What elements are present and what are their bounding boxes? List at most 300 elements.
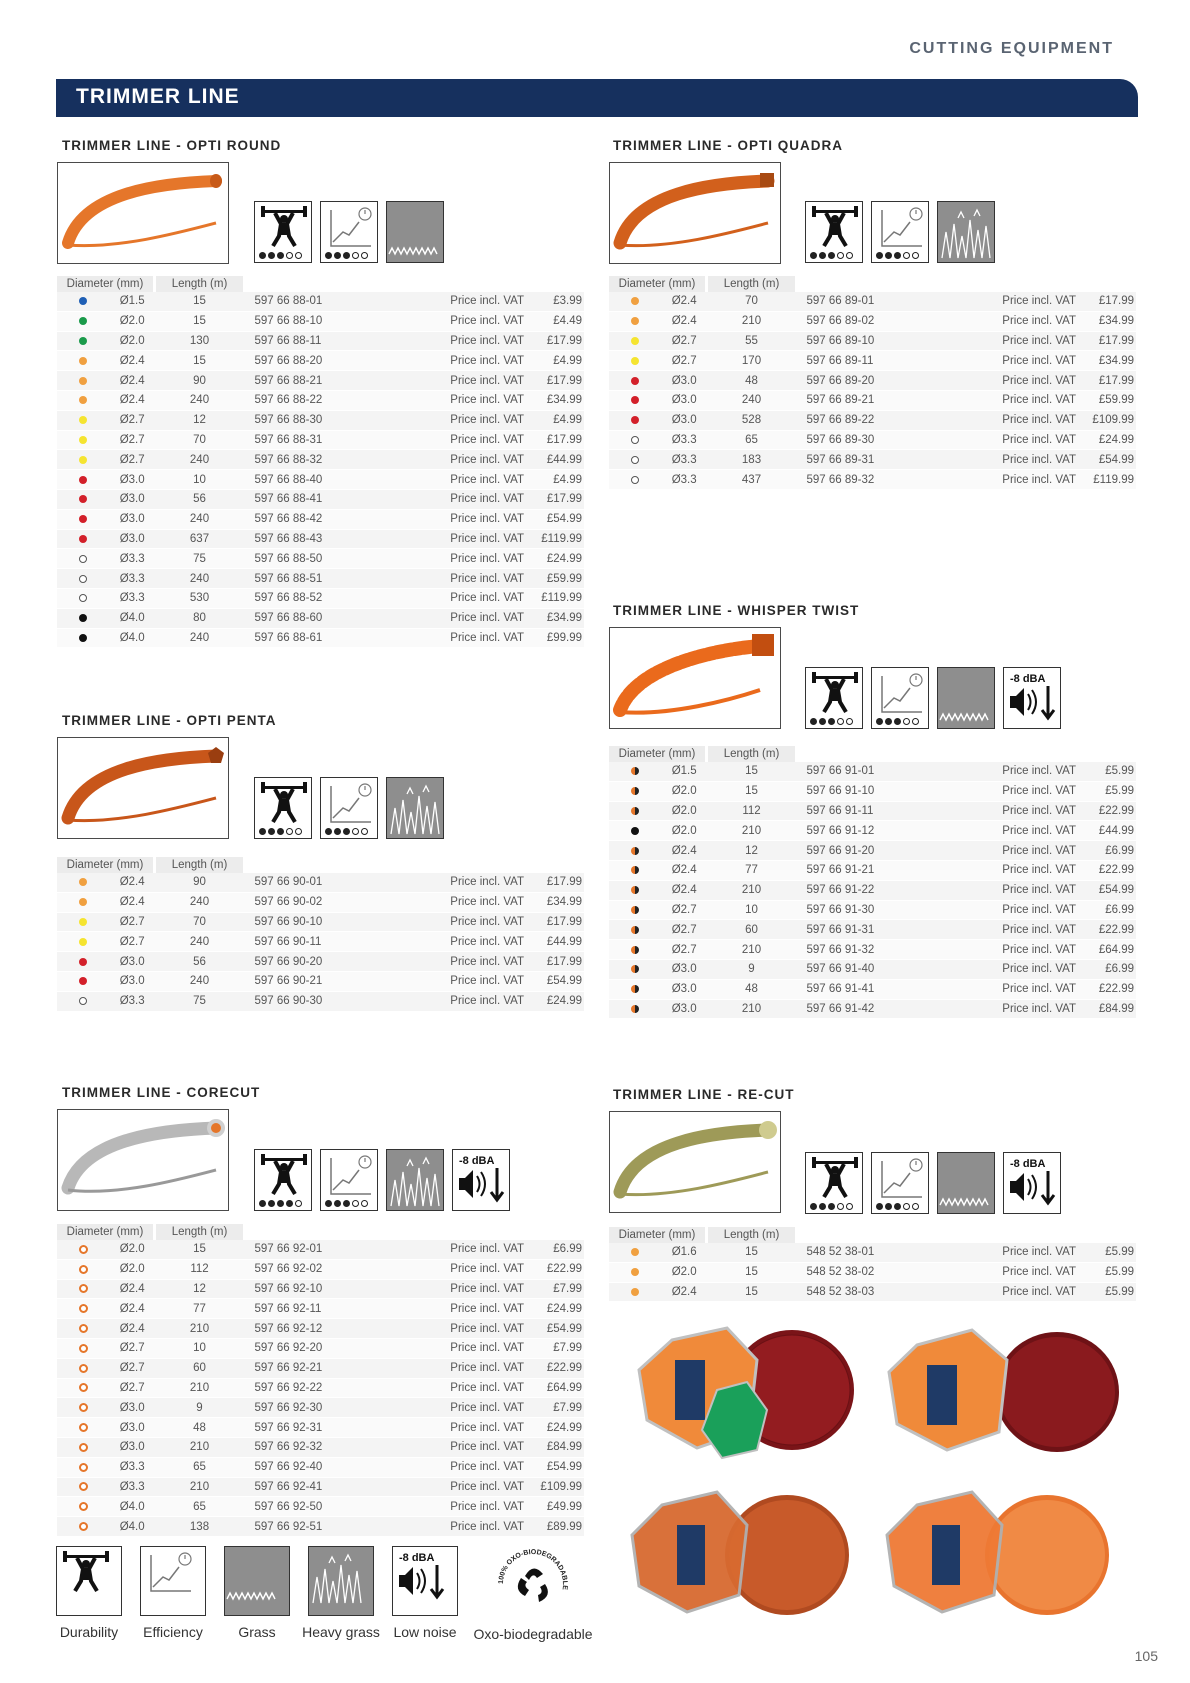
price-cell: £89.99 [540,1517,584,1537]
article-number-cell: 597 66 88-51 [245,569,382,589]
article-number-cell: 597 66 89-30 [797,430,934,450]
durability-icon [805,1152,863,1214]
rating-dot [286,252,293,259]
color-dot-half [631,946,639,954]
length-cell: 15 [707,1282,797,1302]
table-row [57,509,584,529]
length-cell: 10 [155,1338,245,1358]
price-cell: £22.99 [540,1259,584,1279]
length-cell: 240 [155,569,245,589]
rating-dots [876,718,919,725]
durability-icon [254,201,312,263]
rating-dot [828,1203,835,1210]
section-title: TRIMMER LINE - RE-CUT [613,1087,795,1102]
color-dot-blue [79,297,87,305]
article-number-cell: 597 66 89-31 [797,450,934,470]
rating-dot [361,1200,368,1207]
rating-dot [912,252,919,259]
article-number-cell: 597 66 91-21 [797,860,934,880]
table-row [57,608,584,628]
article-number-cell: 597 66 88-22 [245,390,382,410]
rating-dot [837,1203,844,1210]
article-number-cell: 597 66 89-20 [797,371,934,391]
table-row [609,410,1136,430]
diameter-cell: Ø3.0 [662,999,707,1019]
color-dot-ring [79,1344,88,1353]
diameter-cell: Ø2.4 [662,841,707,861]
diameter-cell: Ø2.4 [662,292,707,311]
heavy-grass-icon [386,777,444,839]
diameter-cell: Ø2.4 [662,860,707,880]
price-label-cell: Price incl. VAT [934,1282,1092,1302]
price-cell: £17.99 [540,331,584,351]
article-number-cell: 597 66 91-41 [797,979,934,999]
length-cell: 437 [707,470,797,490]
length-cell: 12 [155,410,245,430]
color-dot-red [79,958,87,966]
article-number-cell: 597 66 88-11 [245,331,382,351]
price-label-cell: Price incl. VAT [382,628,540,648]
length-header: Length (m) [155,857,245,873]
core-line-image [58,1110,228,1210]
table-row [57,292,584,311]
table-row [57,971,584,991]
price-label-cell: Price incl. VAT [934,331,1092,351]
price-label-cell: Price incl. VAT [934,900,1092,920]
article-number-cell: 597 66 88-52 [245,588,382,608]
table-row [609,470,1136,490]
color-dot-orange [79,377,87,385]
article-number-cell: 597 66 91-30 [797,900,934,920]
article-number-cell: 597 66 90-02 [245,892,382,912]
durability-icon [254,1149,312,1211]
article-number-cell: 597 66 89-10 [797,331,934,351]
table-row [57,1437,584,1457]
diameter-cell: Ø3.3 [110,1477,155,1497]
legend-item [56,1546,122,1640]
article-number-cell: 597 66 88-41 [245,489,382,509]
length-cell: 240 [155,450,245,470]
price-cell: £54.99 [1092,450,1136,470]
table-row [609,292,1136,311]
diameter-cell: Ø2.0 [110,1259,155,1279]
rating-dot [894,718,901,725]
length-cell: 10 [155,470,245,490]
length-cell: 210 [707,821,797,841]
diameter-cell: Ø4.0 [110,1517,155,1537]
icon-legend [56,1546,458,1640]
diameter-cell: Ø2.0 [110,311,155,331]
table-row [57,1477,584,1497]
legend-item [224,1546,290,1640]
price-label-cell: Price incl. VAT [934,821,1092,841]
diameter-cell: Ø2.0 [662,801,707,821]
article-number-cell: 597 66 88-31 [245,430,382,450]
durability-icon [56,1546,122,1616]
price-label-cell: Price incl. VAT [934,410,1092,430]
table-row [609,900,1136,920]
article-number-cell: 597 66 91-32 [797,940,934,960]
color-dot-orange [631,1248,639,1256]
price-cell: £7.99 [540,1338,584,1358]
table-row [609,860,1136,880]
rating-dots [259,1200,302,1207]
rating-dots [876,1203,919,1210]
diameter-cell: Ø3.3 [662,430,707,450]
table-row [57,588,584,608]
feature-icons [254,1149,510,1211]
spool-photo-corecut [887,1492,1109,1615]
length-cell: 15 [155,292,245,311]
diameter-cell: Ø3.3 [110,991,155,1011]
price-label-cell: Price incl. VAT [934,959,1092,979]
diameter-header: Diameter (mm) [609,276,707,292]
color-dot-ring [79,1284,88,1293]
efficiency-icon [320,201,378,263]
rating-dot [259,1200,266,1207]
price-cell: £34.99 [1092,311,1136,331]
color-dot-yellow [79,436,87,444]
rating-dot [810,718,817,725]
rating-dot [334,828,341,835]
article-number-cell: 597 66 91-01 [797,762,934,781]
price-label-cell: Price incl. VAT [382,549,540,569]
price-cell: £4.99 [540,470,584,490]
efficiency-icon [320,777,378,839]
length-cell: 56 [155,489,245,509]
legend-label: Grass [238,1624,276,1640]
length-cell: 70 [707,292,797,311]
price-cell: £17.99 [540,873,584,892]
diameter-cell: Ø2.7 [110,1338,155,1358]
product-image-opti-quadra [609,162,781,264]
rating-dot [819,718,826,725]
table-row [57,1457,584,1477]
table-row [57,489,584,509]
spool-photo-whisper-twist [632,1492,849,1615]
price-label-cell: Price incl. VAT [382,1517,540,1537]
price-label-cell: Price incl. VAT [934,450,1092,470]
rating-dots [259,252,302,259]
price-cell: £17.99 [540,430,584,450]
color-dot-green [79,337,87,345]
rating-dots [325,252,368,259]
price-label-cell: Price incl. VAT [382,1240,540,1259]
color-dot-ring [79,1364,88,1373]
rating-dots [810,718,853,725]
legend-label: Durability [59,1624,119,1640]
price-cell: £44.99 [540,932,584,952]
table-row [57,892,584,912]
article-number-cell: 597 66 88-50 [245,549,382,569]
table-row [609,331,1136,351]
color-dot-ring [79,1304,88,1313]
price-label-cell: Price incl. VAT [382,311,540,331]
price-cell: £5.99 [1092,781,1136,801]
table-row [57,873,584,892]
length-cell: 240 [155,390,245,410]
article-number-cell: 548 52 38-01 [797,1243,934,1262]
length-cell: 12 [707,841,797,861]
color-dot-ring [79,1403,88,1412]
article-number-cell: 597 66 90-30 [245,991,382,1011]
rating-dot [846,252,853,259]
diameter-cell: Ø2.4 [662,880,707,900]
article-number-cell: 597 66 88-10 [245,311,382,331]
efficiency-icon [320,1149,378,1211]
diameter-cell: Ø4.0 [110,608,155,628]
color-dot-red [631,396,639,404]
length-cell: 75 [155,991,245,1011]
article-number-cell: 597 66 88-30 [245,410,382,430]
diameter-cell: Ø2.4 [110,371,155,391]
rating-dot [819,1203,826,1210]
length-header: Length (m) [155,276,245,292]
color-dot-red [631,377,639,385]
diameter-cell: Ø2.4 [662,311,707,331]
price-label-cell: Price incl. VAT [382,569,540,589]
price-label-cell: Price incl. VAT [382,1338,540,1358]
diameter-header: Diameter (mm) [57,276,155,292]
price-label-cell: Price incl. VAT [382,1457,540,1477]
twisted-line-image [610,628,780,728]
diameter-cell: Ø2.7 [662,900,707,920]
article-number-cell: 597 66 88-42 [245,509,382,529]
color-dot-ring [79,1502,88,1511]
article-number-cell: 597 66 92-12 [245,1319,382,1339]
noise-level-text: -8 dBA [1010,673,1046,685]
price-label-cell: Price incl. VAT [382,952,540,972]
diameter-cell: Ø2.7 [662,331,707,351]
diameter-cell: Ø2.7 [662,920,707,940]
color-dot-yellow [631,337,639,345]
article-number-cell: 597 66 92-02 [245,1259,382,1279]
grass-icon [937,1152,995,1214]
product-image-corecut [57,1109,229,1211]
length-cell: 210 [707,999,797,1019]
article-number-cell: 597 66 92-20 [245,1338,382,1358]
category-heading: CUTTING EQUIPMENT [909,40,1114,57]
spool-photos [617,1320,1137,1630]
low-noise-icon [1003,1152,1061,1214]
price-label-cell: Price incl. VAT [934,1262,1092,1282]
diameter-cell: Ø2.7 [110,410,155,430]
price-cell: £54.99 [1092,880,1136,900]
rating-dot [885,718,892,725]
price-label-cell: Price incl. VAT [382,509,540,529]
rating-dot [295,252,302,259]
article-number-cell: 597 66 92-32 [245,1437,382,1457]
price-label-cell: Price incl. VAT [382,971,540,991]
rating-dot [277,828,284,835]
article-number-cell: 597 66 88-40 [245,470,382,490]
article-number-cell: 597 66 91-12 [797,821,934,841]
diameter-cell: Ø3.0 [110,509,155,529]
color-dot-orange [631,1288,639,1296]
article-number-cell: 597 66 92-31 [245,1418,382,1438]
diameter-cell: Ø2.7 [110,450,155,470]
price-cell: £24.99 [1092,430,1136,450]
rating-dot [361,828,368,835]
rating-dot [903,718,910,725]
length-cell: 130 [155,331,245,351]
diameter-cell: Ø3.0 [110,489,155,509]
length-cell: 240 [155,509,245,529]
color-dot-ring [79,1324,88,1333]
price-label-cell: Price incl. VAT [934,841,1092,861]
efficiency-icon [871,1152,929,1214]
table-row [57,529,584,549]
color-dot-orange [631,1268,639,1276]
article-number-cell: 597 66 89-11 [797,351,934,371]
round-line-image [58,163,228,263]
price-cell: £17.99 [1092,371,1136,391]
rating-dot [903,252,910,259]
color-dot-red [79,476,87,484]
color-dot-ring [79,1423,88,1432]
color-dot-ring [79,1265,88,1274]
table-row [57,351,584,371]
color-dot-half [631,847,639,855]
table-row [57,1338,584,1358]
diameter-cell: Ø3.0 [110,1418,155,1438]
price-cell: £54.99 [540,509,584,529]
article-number-cell: 597 66 91-11 [797,801,934,821]
section-banner [56,79,1138,117]
diameter-cell: Ø3.0 [662,390,707,410]
table-row [609,880,1136,900]
price-cell: £109.99 [1092,410,1136,430]
article-number-cell: 597 66 92-01 [245,1240,382,1259]
price-label-cell: Price incl. VAT [934,979,1092,999]
article-number-cell: 597 66 90-11 [245,932,382,952]
rating-dot [352,252,359,259]
table-row [609,821,1136,841]
rating-dot [352,828,359,835]
table-row [57,952,584,972]
price-cell: £59.99 [540,569,584,589]
price-label-cell: Price incl. VAT [382,390,540,410]
rating-dot [259,828,266,835]
price-label-cell: Price incl. VAT [382,489,540,509]
rating-dot [277,252,284,259]
diameter-cell: Ø2.7 [662,351,707,371]
price-cell: £44.99 [1092,821,1136,841]
table-row [57,1517,584,1537]
price-cell: £34.99 [1092,351,1136,371]
diameter-cell: Ø2.4 [110,873,155,892]
length-cell: 240 [155,892,245,912]
rating-dots [325,1200,368,1207]
legend-label: Heavy grass [302,1624,380,1640]
length-cell: 48 [707,371,797,391]
diameter-cell: Ø3.3 [662,470,707,490]
price-cell: £22.99 [1092,920,1136,940]
diameter-cell: Ø2.7 [110,1378,155,1398]
length-cell: 65 [707,430,797,450]
price-cell: £4.99 [540,410,584,430]
table-row [57,311,584,331]
rating-dot [837,718,844,725]
color-dot-white [631,456,639,464]
table-row [57,1497,584,1517]
length-cell: 77 [707,860,797,880]
rating-dot [343,1200,350,1207]
diameter-cell: Ø2.4 [110,1299,155,1319]
diameter-cell: Ø3.3 [110,1457,155,1477]
low-noise-icon [1003,667,1061,729]
product-image-opti-penta [57,737,229,839]
grass-icon [386,201,444,263]
price-label-cell: Price incl. VAT [382,450,540,470]
table-row [609,1262,1136,1282]
price-label-cell: Price incl. VAT [382,892,540,912]
price-label-cell: Price incl. VAT [934,292,1092,311]
price-cell: £119.99 [540,529,584,549]
product-image-re-cut [609,1111,781,1213]
price-label-cell: Price incl. VAT [382,1279,540,1299]
article-number-cell: 597 66 88-60 [245,608,382,628]
price-cell: £6.99 [540,1240,584,1259]
color-dot-half [631,906,639,914]
banner-title: TRIMMER LINE [76,85,240,108]
diameter-cell: Ø3.0 [110,971,155,991]
color-dot-white [79,997,87,1005]
table-row [57,470,584,490]
price-label-cell: Price incl. VAT [382,1299,540,1319]
diameter-cell: Ø2.7 [662,940,707,960]
heavy-grass-icon [937,201,995,263]
section-title: TRIMMER LINE - OPTI ROUND [62,138,282,153]
price-label-cell: Price incl. VAT [382,1497,540,1517]
rating-dot [819,252,826,259]
diameter-cell: Ø2.7 [110,912,155,932]
color-dot-half [631,1005,639,1013]
table-row [609,762,1136,781]
price-cell: £6.99 [1092,841,1136,861]
price-cell: £4.99 [540,351,584,371]
length-cell: 70 [155,430,245,450]
legend-item [140,1546,206,1640]
price-label-cell: Price incl. VAT [382,410,540,430]
table-row [609,920,1136,940]
rating-dot [361,252,368,259]
color-dot-orange [79,898,87,906]
rating-dot [325,1200,332,1207]
rating-dot [894,1203,901,1210]
price-label-cell: Price incl. VAT [934,1243,1092,1262]
price-cell: £34.99 [540,892,584,912]
length-cell: 15 [707,762,797,781]
length-cell: 210 [707,880,797,900]
article-number-cell: 597 66 89-21 [797,390,934,410]
length-cell: 10 [707,900,797,920]
table-row [57,450,584,470]
rating-dot [343,828,350,835]
color-dot-red [79,515,87,523]
rating-dot [903,1203,910,1210]
length-cell: 9 [155,1398,245,1418]
table-row [609,940,1136,960]
color-dot-half [631,807,639,815]
table-row [57,430,584,450]
color-dot-half [631,787,639,795]
table-row [609,351,1136,371]
rating-dots [259,828,302,835]
diameter-cell: Ø3.3 [662,450,707,470]
article-number-cell: 597 66 90-10 [245,912,382,932]
diameter-header: Diameter (mm) [609,746,707,762]
